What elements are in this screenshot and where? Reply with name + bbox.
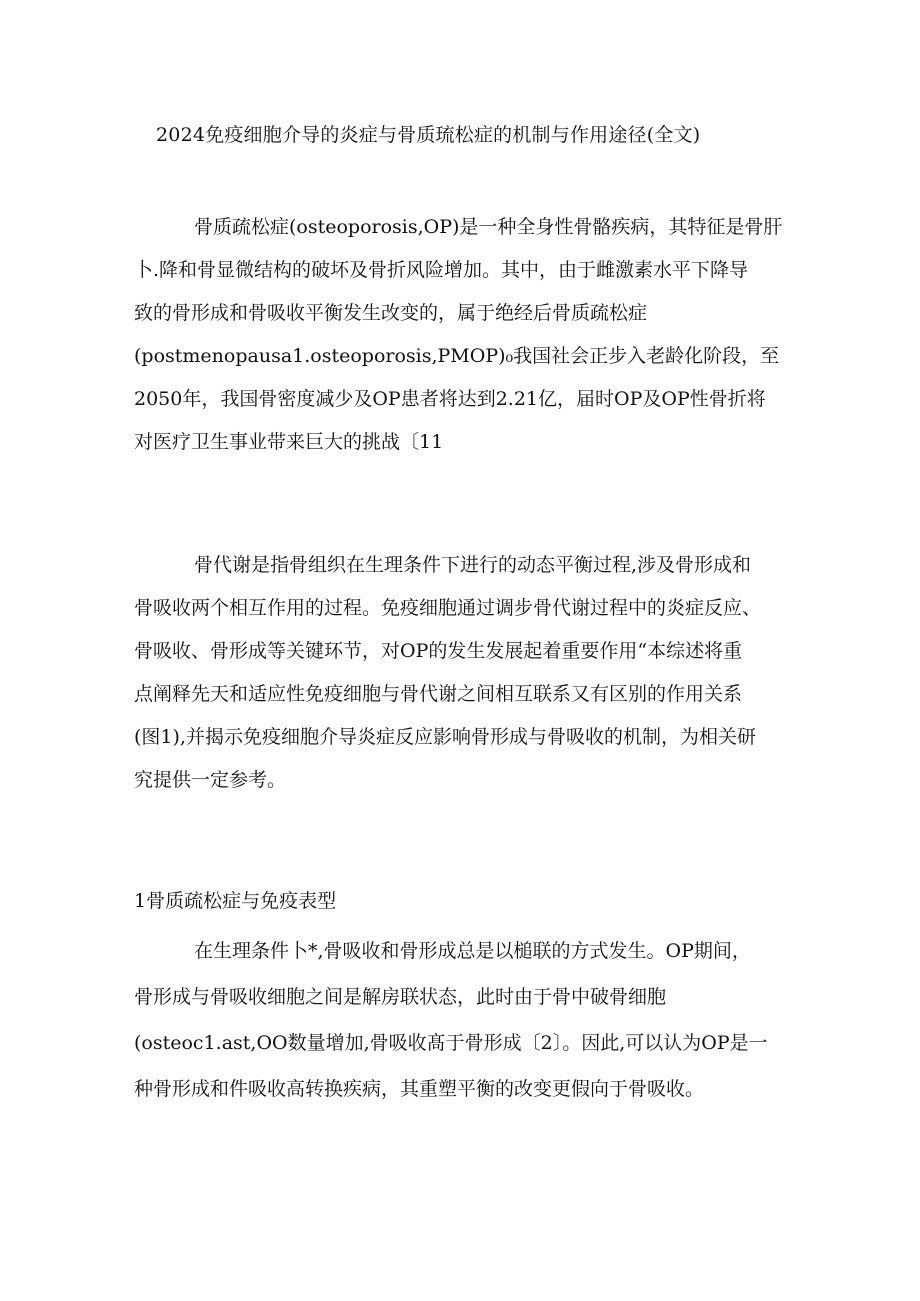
paragraph-line: 致的骨形成和骨吸收平衡发生改变的，属于绝经后骨质疏松症	[134, 302, 648, 324]
paragraph-osteoporosis-intro	[134, 206, 794, 464]
section-heading: 1骨质疏松症与免疫表型	[134, 890, 337, 912]
paragraph-line: 卜.降和骨显微结构的破坏及骨折风险增加。其中，由于雌激素水平下降导	[134, 259, 749, 281]
paragraph-line: 对医疗卫生事业带来巨大的挑战〔11	[134, 431, 444, 453]
paragraph-line: (postmenopausa1.osteoporosis,PMOP)₀我国社会正步入老龄化阶段，至	[134, 345, 780, 367]
paragraph-line: 骨代谢是指骨组织在生理条件下进行的动态平衡过程,涉及骨形成和	[194, 554, 752, 576]
paragraph-line: 骨吸收两个相互作用的过程。免疫细胞通过调步骨代谢过程中的炎症反应、	[134, 597, 762, 619]
document-title: 2024免疫细胞介导的炎症与骨质琉松症的机制与作用途径(全文)	[156, 124, 701, 146]
paragraph-immune-phenotype	[134, 928, 794, 1112]
paragraph-bone-metabolism	[134, 544, 794, 802]
paragraph-line: 骨质疏松症(osteoporosis,OP)是一种全身性骨骼疾病，其特征是骨肝	[194, 216, 783, 238]
paragraph-line: 究提供一定参考。	[134, 769, 287, 791]
paragraph-line: 2050年，我国骨密度减少及OP患者将达到2.21亿，届时OP及OP性骨折将	[134, 388, 766, 410]
paragraph-line: (osteoc1.ast,OO数量增加,骨吸收髙于骨形成〔2〕。因此,可以认为OP是一	[134, 1032, 768, 1054]
paragraph-line: 骨形成与骨吸收细胞之间是解房联状态，此时由于骨中破骨细胞	[134, 986, 667, 1008]
paragraph-line: 骨吸收、骨形成等关键环节，对OP的发生发展起着重要作用“本综述将重	[134, 640, 743, 662]
paragraph-line: 种骨形成和件吸收高转换疾病，其重塑平衡的改变更假向于骨吸收。	[134, 1078, 705, 1100]
paragraph-line: 点阐释先天和适应性免疫细胞与骨代谢之间相互联系又有区别的作用关系	[134, 683, 743, 705]
paragraph-line: (图1),并揭示免疫细胞介导炎症反应影响骨形成与骨吸收的机制，为相关研	[134, 726, 756, 748]
paragraph-line: 在生理条件卜*,骨吸收和骨形成总是以槌联的方式发生。OP期间，	[194, 940, 751, 962]
